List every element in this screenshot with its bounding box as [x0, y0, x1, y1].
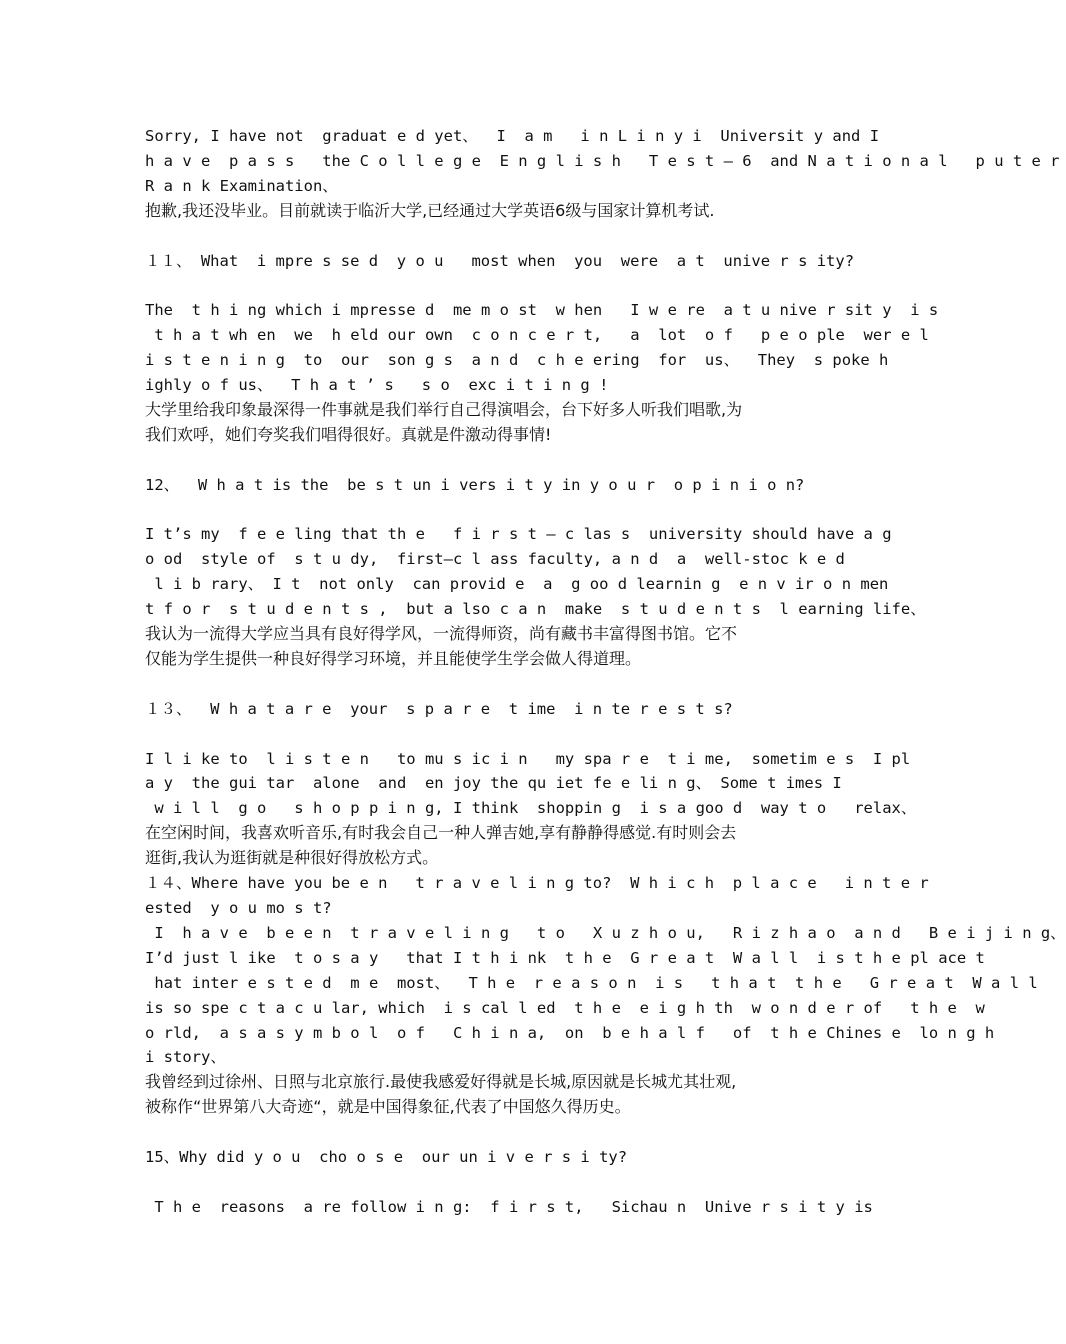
- q14-answer-en-line-2: I’d just l ike t o s a y that I t h i nk t h e G r e a t W a l l i s t h e pl ace t: [145, 948, 985, 967]
- q11-answer-en-line-2: t h a t wh en we h eld our own c o n c e r t, a lot o f p e o ple wer e l: [145, 326, 929, 345]
- q12-answer-en-line-2: o od style of s t u dy, first—c l ass faculty, a n d a well-stoc k e d: [145, 550, 845, 569]
- q14-question-line-1: １４、Where have you be e n t r a v e l i n g to? W h i c h p l a c e i n t e r: [145, 874, 929, 893]
- q11-answer-zh-line-2: 我们欢呼，她们夸奖我们唱得很好。真就是件激动得事情!: [145, 424, 552, 444]
- spacer: [145, 722, 805, 747]
- q14-answer-en-line-4: is so spe c t a c u lar, which i s cal l ed t h e e i g h th w o n d e r of t h e w: [145, 998, 985, 1017]
- intro-en-line-3: R a n k Examination、: [145, 176, 338, 195]
- intro-block: [145, 124, 1060, 224]
- q13-answer-en-line-2: a y the gui tar alone and en joy the qu iet fe e li n g、 Some t imes I: [145, 774, 842, 793]
- q11-answer-zh-line-1: 大学里给我印象最深得一件事就是我们举行自己得演唱会，台下好多人听我们唱歌,为: [145, 399, 743, 419]
- spacer: [145, 498, 805, 523]
- spacer: [145, 448, 805, 473]
- q11-block: [145, 249, 939, 448]
- q12-answer-en-line-1: I t’s my f e e ling that th e f i r s t — c las s university should have a g: [145, 525, 892, 544]
- q11-question: １１、 What i mpre s se d y o u most when you were a t unive r s ity?: [145, 251, 855, 270]
- q11-answer-en-line-4: ighly o f us、 T h a t ’ s s o exc i t i n g !: [145, 376, 609, 395]
- spacer: [145, 1120, 805, 1145]
- spacer: [145, 672, 805, 697]
- q14-answer-en-line-3: hat inter e s t e d m e most、 T h e r e a s o n i s t h a t t h e G r e a t W a l l: [145, 973, 1038, 992]
- intro-en-line-1: Sorry, I have not graduat e d yet、 I a m i n L i n y i Universit y and I: [145, 127, 880, 145]
- q15-answer-en-line-1: T h e reasons a re follow i n g: f i r s t, Sichau n Unive r s i t y is: [145, 1197, 873, 1216]
- q11-answer-en-line-3: i s t e n i n g to our son g s a n d c h e ering for us、 They s poke h: [145, 351, 889, 370]
- q13-question: １３、 W h a t a r e your s p a r e t ime i n te r e s t s?: [145, 699, 733, 718]
- q11-answer-en-line-1: The t h i ng which i mpresse d me m o st w hen I w e re a t u nive r sit y i s: [145, 301, 939, 320]
- q13-block: [145, 697, 917, 871]
- q12-answer-zh-line-2: 仅能为学生提供一种良好得学习环境，并且能使学生学会做人得道理。: [145, 648, 642, 668]
- q12-answer-en-line-3: l i b rary、 I t not only can provid e a g oo d learnin g e n v ir o n men: [145, 575, 889, 594]
- q13-answer-zh-line-2: 逛街,我认为逛街就是种很好得放松方式。: [145, 848, 439, 868]
- q14-block: [145, 871, 1066, 1120]
- q14-question-line-2: ested y o u mo s t?: [145, 899, 332, 917]
- q12-answer-zh-line-1: 我认为一流得大学应当具有良好得学风，一流得师资，尚有藏书丰富得图书馆。它不: [145, 624, 738, 644]
- q14-answer-en-line-5: o rld, a s a s y m b o l o f C h i n a, on b e h a l f of t h e Chines e lo n g h: [145, 1023, 995, 1042]
- q13-answer-zh-line-1: 在空闲时间，我喜欢听音乐,有时我会自己一种人弹吉她,享有静静得感觉.有时则会去: [145, 823, 737, 843]
- q12-question: 12、 W h a t is the be s t un i vers i t y in y o u r o p i n i o n?: [145, 475, 805, 494]
- q15-question: 15、Why did y o u cho o s e our un i v e r s i ty?: [145, 1148, 628, 1167]
- spacer: [145, 224, 805, 249]
- q14-answer-zh-line-2: 被称作“世界第八大奇迹“，就是中国得象征,代表了中国悠久得历史。: [145, 1097, 631, 1117]
- q13-answer-en-line-1: I l i ke to l i s t e n to mu s ic i n my spa r e t i me, sometim e s I pl: [145, 749, 911, 768]
- q12-answer-en-line-4: t f o r s t u d e n t s , but a lso c a n make s t u d e n t s l earning life、: [145, 600, 926, 619]
- q12-block: [145, 473, 926, 672]
- intro-en-line-2: h a v e p a s s the C o l l e g e E n g l i s h T e s t — 6 and N a t i o n a l p u t e r: [145, 151, 1060, 170]
- intro-zh-line-1: 抱歉,我还没毕业。目前就读于临沂大学,已经通过大学英语6级与国家计算机考试.: [145, 200, 715, 220]
- q14-answer-en-line-1: I h a v e b e e n t r a v e l i n g t o X u z h o u, R i z h a o a n d B e i j i n g、: [145, 923, 1066, 942]
- q13-answer-en-line-3: w i l l g o s h o p p i n g, I think shoppin g i s a goo d way t o relax、: [145, 799, 917, 818]
- q14-answer-zh-line-1: 我曾经到过徐州、日照与北京旅行.最使我感爱好得就是长城,原因就是长城尤其壮观,: [145, 1072, 737, 1092]
- q14-answer-en-line-6: i story、: [145, 1048, 226, 1067]
- spacer: [145, 1170, 805, 1195]
- spacer: [145, 273, 805, 298]
- q15-block: [145, 1145, 873, 1220]
